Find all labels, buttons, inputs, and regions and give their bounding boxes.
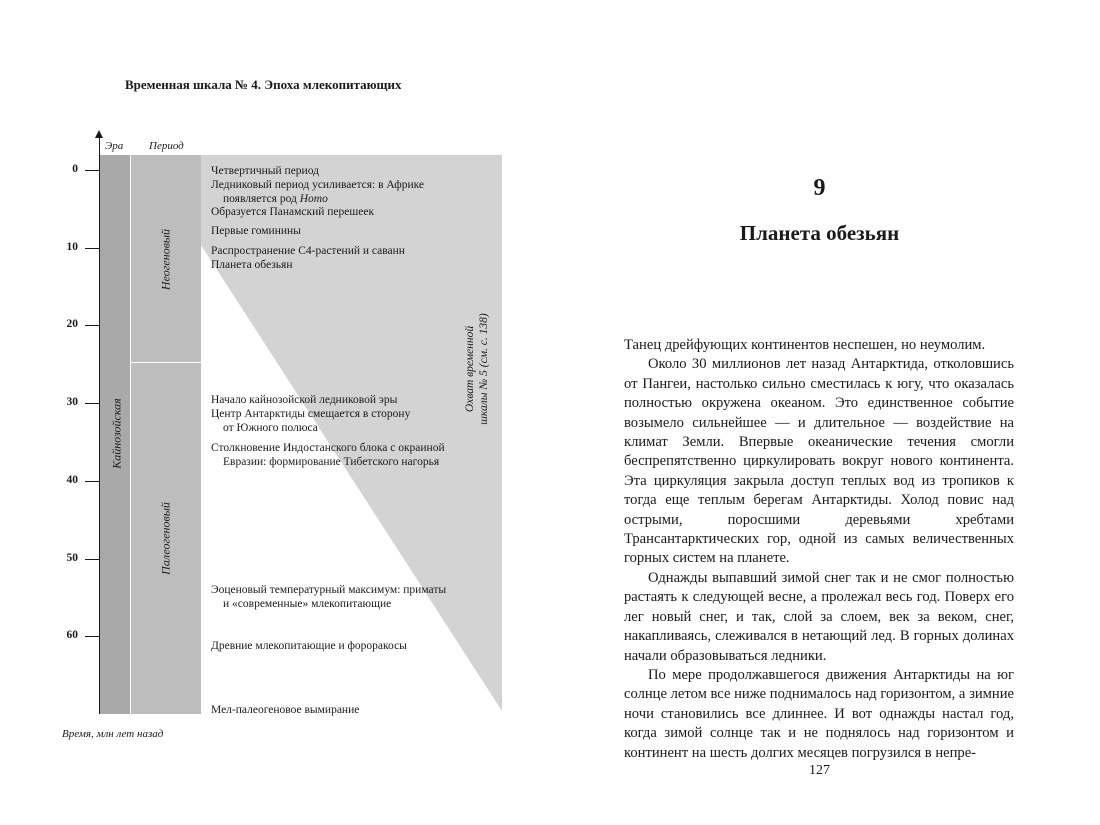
event-text: Четвертичный период	[211, 165, 319, 177]
timeline-event	[211, 639, 407, 653]
event-text: Первые гоминины	[211, 225, 301, 237]
event-text: и «современные» млекопитающие	[223, 598, 392, 610]
era-column-header: Эра	[105, 140, 124, 152]
timeline-event	[211, 441, 445, 469]
paragraph: По мере продолжавшегося движения Антарктиды на юг солнце летом все ниже поднималось над горизонтом, а зимние ночи становились все длиннее. И вот однажды настал год, когда зимой солнце так и не поднялось над горизонтом и континент на шесть долгих месяцев погрузился в непре-	[624, 666, 1014, 761]
chapter-number: 9	[813, 175, 826, 201]
period-column-header: Период	[149, 140, 184, 152]
timeline-event	[211, 393, 397, 407]
timeline-event	[211, 583, 446, 611]
axis-tick	[85, 170, 99, 171]
era-label: Кайнозойская	[109, 398, 124, 469]
axis-tick	[85, 559, 99, 560]
axis-tick	[85, 481, 99, 482]
chapter-body	[624, 336, 1014, 763]
axis-tick	[85, 636, 99, 637]
timeline-event	[211, 205, 374, 219]
event-text: Образуется Панамский перешеек	[211, 206, 375, 218]
event-text: Начало кайнозойской ледниковой эры	[211, 394, 398, 406]
tick-label: 20	[66, 318, 78, 330]
event-text: появляется род	[223, 193, 300, 205]
event-text: Центр Антарктиды смещается в сторону	[211, 408, 411, 420]
coverage-triangle	[201, 155, 503, 715]
timeline-event	[211, 244, 405, 258]
timeline-event	[211, 178, 424, 206]
paragraph: Около 30 миллионов лет назад Антарктида, отколовшись от Пангеи, настолько сильно сместилась к югу, что оказалась полностью окружена океаном. Это единственное событие возымело сильнейшее — и длительное — воздействие на климат Земли. Впервые океанические течения смогли беспрепятственно циркулировать вокруг нового континента. Эта циркуляция закрыла доступ теплых вод из тропиков к тогда еще теплым берегам Антарктиды. Холод повис над острыми, поросшими деревьями хребтами Трансантарктических гор, одной из самых величественных горных систем на планете.	[624, 356, 1014, 567]
tick-label: 0	[72, 163, 78, 175]
axis-tick	[85, 325, 99, 326]
event-text: Ледниковый период усиливается: в Африке	[211, 179, 425, 191]
event-text: Распространение С4-растений и саванн	[211, 245, 405, 257]
axis-tick	[85, 403, 99, 404]
period-label-paleogene: Палеогеновый	[158, 502, 173, 575]
timeline-event	[211, 164, 319, 178]
coverage-note-line2: шкалы № 5 (см. с. 138)	[478, 313, 490, 425]
event-text: Мел-палеогеновое вымирание	[211, 704, 360, 716]
tick-label: 60	[66, 629, 78, 641]
event-text: Эоценовый температурный максимум: приматы	[211, 584, 447, 596]
tick-label: 30	[66, 396, 78, 408]
event-text-italic: Homo	[299, 193, 328, 205]
event-text: Столкновение Индостанского блока с окраиной	[211, 442, 445, 454]
period-divider	[131, 362, 201, 363]
event-text: Планета обезьян	[211, 259, 293, 271]
axis-caption: Время, млн лет назад	[62, 728, 164, 740]
axis-tick	[85, 248, 99, 249]
event-text-continued	[211, 192, 424, 206]
period-label-neogene: Неогеновый	[158, 228, 173, 291]
tick-label: 10	[66, 241, 78, 253]
tick-label: 40	[66, 474, 78, 486]
timeline-event	[211, 258, 292, 272]
coverage-note-line1: Охват временной	[464, 325, 476, 413]
timeline-title: Временная шкала № 4. Эпоха млекопитающих	[125, 77, 402, 92]
event-text: от Южного полюса	[223, 422, 318, 434]
timeline-event	[211, 407, 410, 435]
paragraph: Танец дрейфующих континентов неспешен, но неумолим.	[624, 337, 986, 353]
event-text: Древние млекопитающие и фороракосы	[211, 640, 407, 652]
coverage-note	[463, 294, 491, 444]
page-number: 127	[809, 763, 830, 778]
tick-label: 50	[66, 552, 78, 564]
chapter-title: Планета обезьян	[739, 221, 900, 245]
paragraph: Однажды выпавший зимой снег так и не смог полностью растаять к следующей весне, а пролежал весь год. Поверх его лег новый снег, и так, слой за слоем, век за веком, снег, накапливаясь, слеживался в нетающий лед. В горных долинах начали образовываться ледники.	[624, 569, 1014, 664]
timeline-event	[211, 703, 359, 717]
timeline-event	[211, 224, 301, 238]
event-text: Евразии: формирование Тибетского нагорья	[223, 456, 440, 468]
